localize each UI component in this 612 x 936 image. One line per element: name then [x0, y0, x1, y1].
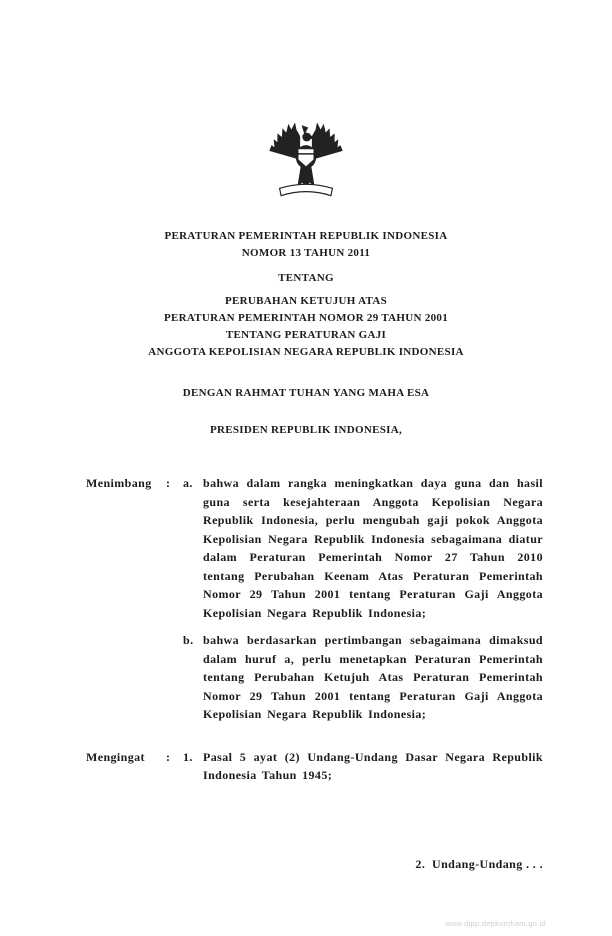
menimbang-section: [86, 474, 543, 724]
menimbang-colon: :: [166, 476, 171, 490]
doc-title-line2: NOMOR 13 TAHUN 2011: [241, 247, 371, 259]
tentang-label: TENTANG: [278, 272, 334, 284]
document-body: [86, 474, 543, 785]
doc-title-line1: PERATURAN PEMERINTAH REPUBLIK INDONESIA: [164, 230, 448, 242]
document-heading: [0, 228, 612, 439]
issuer-line: PRESIDEN REPUBLIK INDONESIA,: [209, 424, 403, 436]
consideration-item-a: [183, 474, 543, 622]
subject-line1: PERUBAHAN KETUJUH ATAS: [224, 295, 388, 307]
menimbang-label: Menimbang: [86, 476, 152, 490]
mengingat-colon: :: [166, 749, 171, 764]
item-text: Pasal 5 ayat (2) Undang-Undang Dasar Negara Republik Indonesia Tahun 1945;: [203, 749, 543, 782]
subject-line2: PERATURAN PEMERINTAH NOMOR 29 TAHUN 2001: [163, 312, 449, 324]
mengingat-items: [183, 748, 543, 785]
menimbang-items: [183, 474, 543, 724]
emblem-container: [0, 112, 612, 211]
subject-line3: TENTANG PERATURAN GAJI: [225, 329, 387, 341]
item-text: bahwa dalam rangka meningkatkan daya guna dan hasil guna serta kesejahteraan Anggota Kepolisian Negara Republik Indonesia, perlu mengubah gaji pokok Anggota Kepolisian Negara Republik Indonesia sebagaimana diatur dalam Peraturan Pemerintah Nomor 27 Tahun 2010 tentang Perubahan Keenam Atas Peraturan Pemerintah Nomor 29 Tahun 2001 tentang Peraturan Gaji Anggota Kepolisian Negara Republik Indonesia;: [203, 476, 543, 620]
garuda-pancasila-icon: [262, 112, 350, 211]
consideration-item-b: [183, 631, 543, 724]
subject-line4: ANGGOTA KEPOLISIAN NEGARA REPUBLIK INDONESIA: [148, 346, 464, 358]
watermark-url: www.djpp.depkumham.go.id: [444, 919, 546, 928]
mengingat-section: [86, 748, 543, 785]
invocation-line: DENGAN RAHMAT TUHAN YANG MAHA ESA: [182, 387, 430, 399]
item-marker: b.: [183, 633, 194, 647]
subject-block: [0, 293, 612, 361]
legal-basis-item-1: [183, 748, 543, 785]
mengingat-label: Mengingat: [86, 749, 145, 764]
item-marker: a.: [183, 476, 193, 490]
item-text: bahwa berdasarkan pertimbangan sebagaimana dimaksud dalam huruf a, perlu menetapkan Peraturan Pemerintah tentang Perubahan Ketujuh Atas Peraturan Pemerintah Nomor 29 Tahun 2001 tentang Peraturan Gaji Anggota Kepolisian Negara Republik Indonesia;: [203, 633, 543, 721]
item-marker: 1.: [183, 749, 193, 764]
page-catchword: 2. Undang-Undang . . .: [415, 857, 543, 871]
